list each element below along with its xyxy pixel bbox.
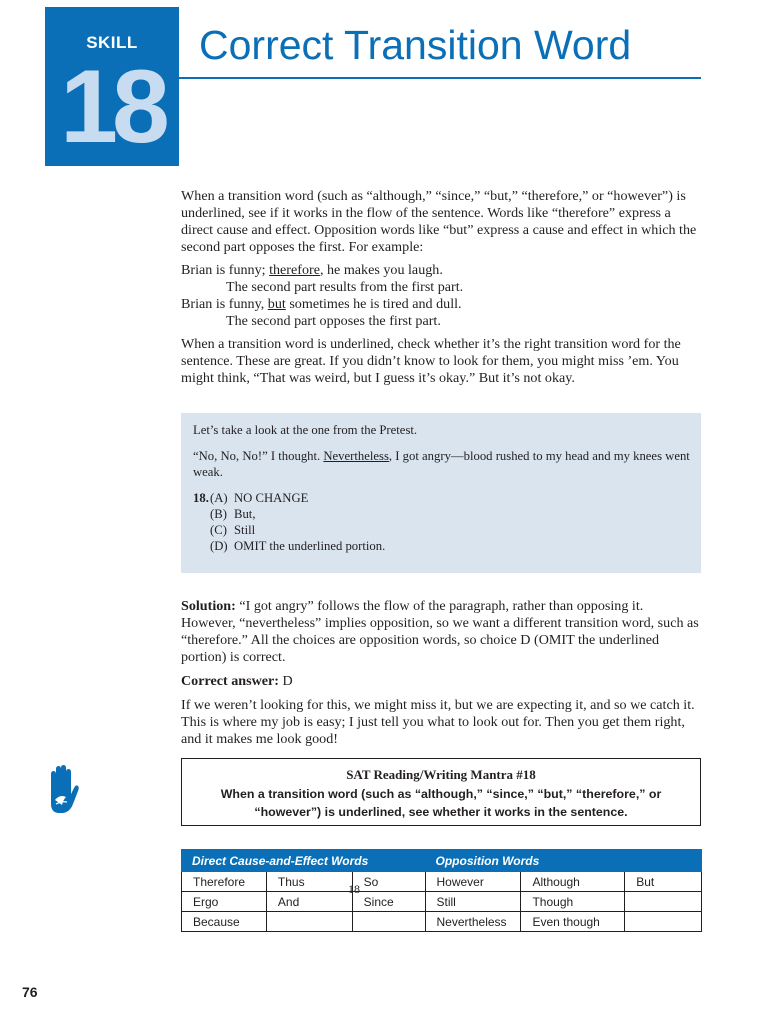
callout-sentence: “No, No, No!” I thought. Nevertheless, I got angry—blood rushed to my head and my knees went weak. — [193, 449, 690, 479]
question-number: 18. — [193, 491, 209, 505]
solution-paragraph: Solution: “I got angry” follows the flow of the paragraph, rather than opposing it. However, “nevertheless” implies opposition, so we want a different transition word, such as “therefore.” All the choices are opposition words, so choice D (OMIT the underlined portion) is correct. — [181, 598, 699, 665]
underlined-word: therefore — [269, 262, 320, 278]
correct-answer: Correct answer: D — [181, 673, 293, 689]
example-sentence: Brian is funny, but sometimes he is tired and dull. — [181, 296, 462, 312]
column-header: Opposition Words — [425, 850, 702, 872]
table-cell — [352, 912, 425, 932]
page-number: 76 — [22, 984, 38, 1000]
example-note: The second part results from the first part. — [226, 279, 464, 295]
table-cell: Although — [521, 872, 625, 892]
choice-item: (B) But, — [210, 507, 256, 521]
intro-section — [181, 188, 701, 387]
intro-paragraph: When a transition word (such as “although,” “since,” “but,” “therefore,” or “however”) is underlined, see if it works in the flow of the sentence. Words like “therefore” express a direct cause and effect. Opposition words like “but” express a cause and effect in which the second part opposes the first. For example: — [181, 188, 697, 255]
choice-item: 18. (A) NO CHANGE — [193, 491, 309, 505]
answer-label: Correct answer: — [181, 673, 279, 689]
table-row — [182, 912, 702, 932]
table-cell — [625, 912, 702, 932]
closing-paragraph: If we weren’t looking for this, we might miss it, but we are expecting it, and so we catch it. This is where my job is easy; I just tell you what to look out for. Then you get them right, and it makes me look good! — [181, 697, 695, 747]
table-cell: Therefore — [182, 872, 267, 892]
title-rule — [179, 77, 701, 79]
column-header: Direct Cause-and-Effect Words — [182, 850, 426, 872]
solution-section — [181, 598, 701, 748]
table-header-row — [182, 850, 702, 872]
table-cell: Still — [425, 892, 521, 912]
skill-badge — [45, 7, 179, 166]
mantra-text: When a transition word (such as “although,” “since,” “but,” “therefore,” or “however”) is underlined, see whether it works in the sentence. — [220, 787, 662, 819]
solution-label: Solution: — [181, 598, 236, 614]
table-row — [182, 892, 702, 912]
table-cell: And — [266, 892, 352, 912]
table-cell: Ergo — [182, 892, 267, 912]
choice-item: (D) OMIT the underlined portion. — [210, 539, 386, 553]
skill-label: SKILL — [86, 33, 138, 52]
underlined-word: but — [267, 296, 286, 312]
table-cell: So — [352, 872, 425, 892]
table-row — [182, 872, 702, 892]
page-title: Correct Transition Word — [199, 22, 632, 68]
table-cell: However — [425, 872, 521, 892]
callout-lead: Let’s take a look at the one from the Pretest. — [193, 423, 418, 437]
table-cell: Because — [182, 912, 267, 932]
table-cell — [625, 892, 702, 912]
table-cell: Since — [352, 892, 425, 912]
choice-item: (C) Still — [210, 523, 256, 537]
examples — [181, 262, 701, 330]
example-note: The second part opposes the first part. — [226, 313, 441, 329]
answer-choices — [193, 490, 693, 554]
mantra-box — [181, 758, 701, 826]
mantra-title: SAT Reading/Writing Mantra #18 — [346, 767, 536, 782]
table-cell: Thus — [266, 872, 352, 892]
example-sentence: Brian is funny; therefore, he makes you laugh. — [181, 262, 443, 278]
skill-number: 18 — [60, 49, 164, 165]
question-marker: 18 — [348, 882, 360, 896]
transition-words-table — [181, 849, 702, 932]
intro-paragraph-2: When a transition word is underlined, check whether it’s the right transition word for the sentence. These are great. If you didn’t know to look for them, you might miss ’em. You might think, “That was weird, but I guess it’s okay.” But it’s not okay. — [181, 336, 681, 386]
underlined-word: Nevertheless — [323, 449, 389, 463]
table-cell — [266, 912, 352, 932]
raised-hand-icon — [44, 764, 80, 820]
table-cell: Though — [521, 892, 625, 912]
table-cell: But — [625, 872, 702, 892]
table-cell: Even though — [521, 912, 625, 932]
table-cell: Nevertheless — [425, 912, 521, 932]
